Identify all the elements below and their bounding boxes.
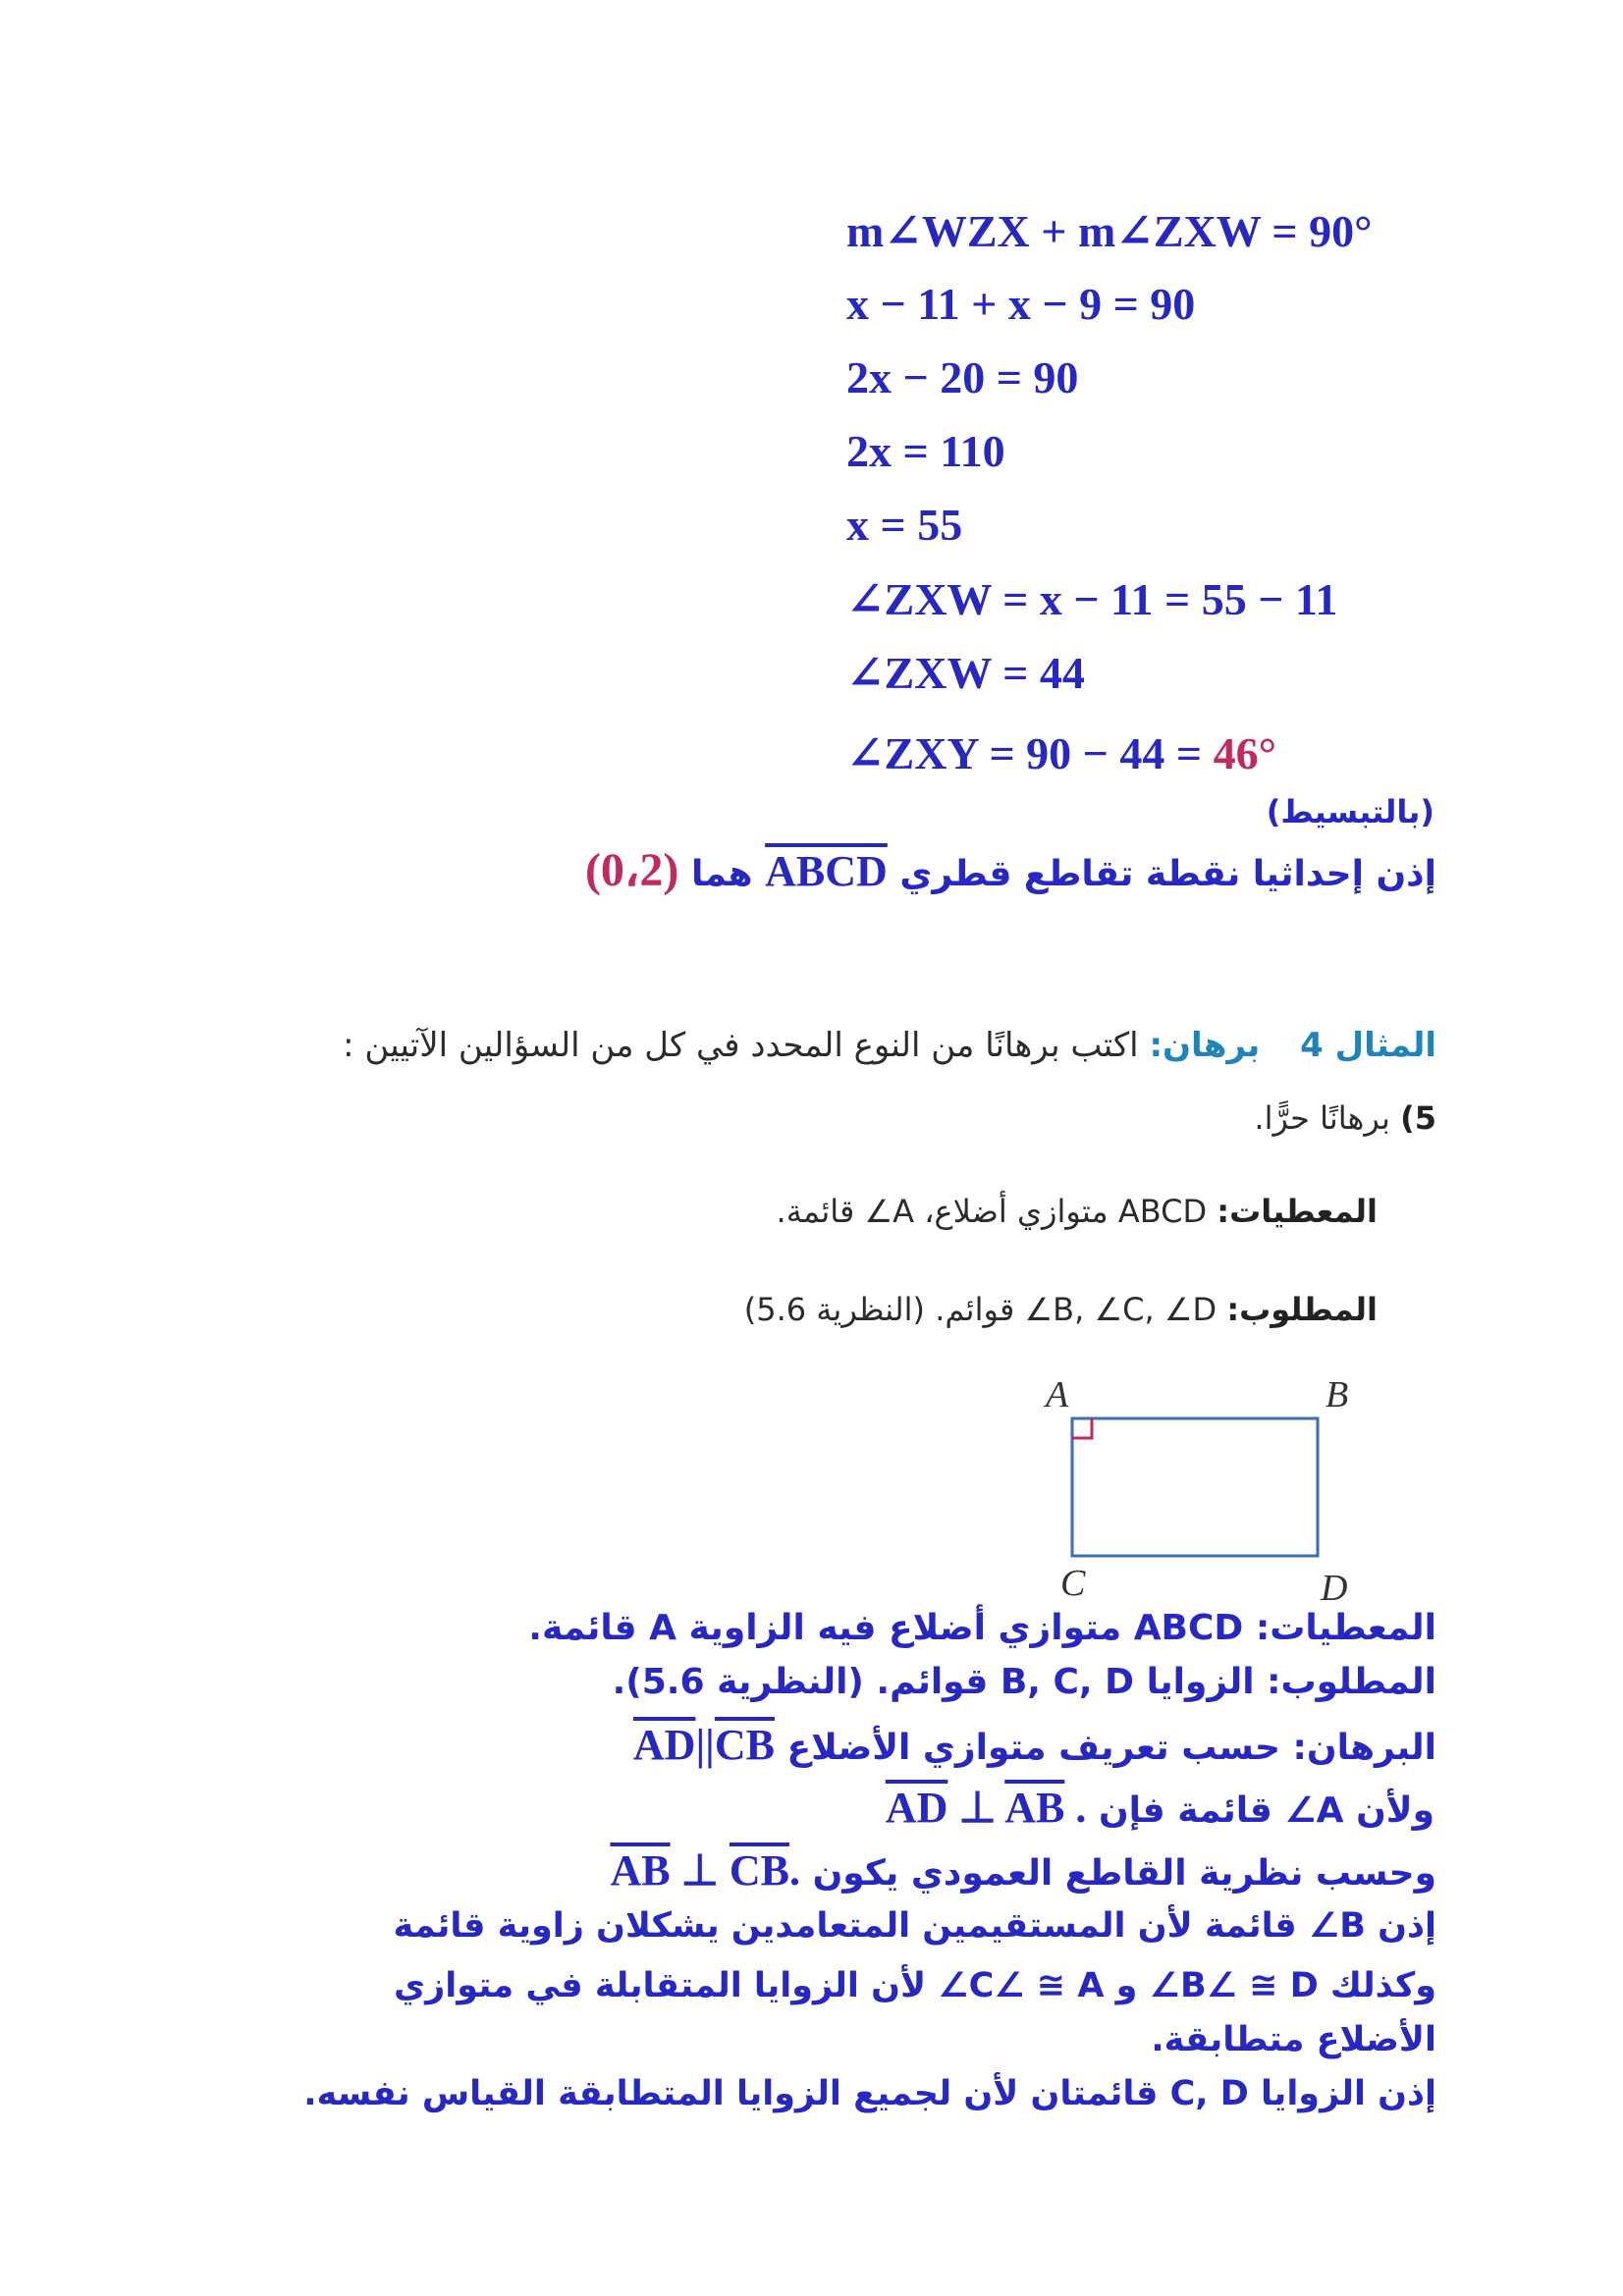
vertex-label-b: B [1325, 1374, 1349, 1415]
perpendicular-symbol: ⊥ [958, 1784, 997, 1832]
perpendicular-symbol: ⊥ [680, 1846, 719, 1895]
segment-ad: $\overline{AD}$ [632, 1721, 696, 1769]
proof-line-3-math [610, 1846, 800, 1895]
solution-given: المعطيات: ABCD متوازي أضلاع فيه الزاوية A قائمة. [528, 1608, 1436, 1648]
conclusion-line [585, 842, 1436, 897]
vertex-label-d: D [1321, 1568, 1348, 1605]
proof-line-7: إذن الزوايا C, D قائمتان لأن لجميع الزوايا المتطابقة القياس نفسه. [303, 2074, 1436, 2113]
segment-ad: $\overline{AD}$ [885, 1784, 948, 1832]
segment-ab: $\overline{AB}$ [1004, 1784, 1065, 1832]
vertex-label-c: C [1060, 1563, 1086, 1604]
book-prove-text: B, ∠C, ∠D∠ قوائم. (النظرية 5.6) [743, 1291, 1217, 1328]
equation-line-1: m∠WZX + m∠ZXW = 90° [846, 206, 1373, 256]
example-header [343, 1026, 1436, 1065]
example-instruction: اكتب برهانًا من النوع المحدد في كل من السؤالين الآتيين : [343, 1026, 1139, 1065]
book-prove-line [744, 1291, 1378, 1328]
proof-line-1 [633, 1720, 1436, 1770]
parallelogram-figure [1011, 1369, 1365, 1605]
equation-line-3: 2x − 20 = 90 [846, 352, 1079, 402]
proof-line-3-text: وحسب نظرية القاطع العمودي يكون [812, 1853, 1436, 1894]
segment-cb: $\overline{CB}$ [729, 1846, 790, 1895]
question-text: برهانًا حرًّا. [1254, 1099, 1390, 1137]
example-label: المثال 4 [1300, 1026, 1436, 1065]
proof-line-6: الأضلاع متطابقة. [1151, 2020, 1436, 2059]
equation-line-6: ∠ZXW = x − 11 = 55 − 11 [846, 574, 1338, 624]
parallel-symbol: || [695, 1721, 715, 1769]
proof-line-3 [610, 1845, 1436, 1896]
equation-line-5: x = 55 [846, 500, 963, 550]
final-equation [846, 726, 1276, 779]
final-answer: 46° [1213, 728, 1276, 778]
simplify-note: (بالتبسيط) [1266, 793, 1434, 830]
proof-line-1-math [633, 1721, 775, 1769]
vertex-label-a: A [1046, 1374, 1069, 1415]
proof-line-2 [886, 1783, 1434, 1833]
proof-line-3-period: . [789, 1846, 801, 1895]
question-number: 5) [1400, 1099, 1436, 1137]
proof-line-2-period: . [1075, 1784, 1087, 1832]
proof-line-2-math [886, 1784, 1087, 1832]
conclusion-text-after: هما [690, 854, 753, 894]
book-given-line [777, 1193, 1378, 1230]
book-given-label: المعطيات: [1217, 1193, 1378, 1230]
segment-cb: $\overline{CB}$ [714, 1721, 775, 1769]
segment-ab: $\overline{AB}$ [610, 1846, 671, 1895]
proof-line-2-text: ولأن A∠ قائمة فإن [1098, 1790, 1434, 1831]
book-given-text: ABCD متوازي أضلاع، A∠ قائمة. [776, 1193, 1208, 1230]
question-line [1254, 1099, 1436, 1137]
diagonal-segment-label: ABCD [765, 847, 888, 895]
proof-line-5: وكذلك B∠ ≅ D∠ و C∠ ≅ A∠ لأن الزوايا المتقابلة في متوازي [394, 1966, 1436, 2005]
example-type: برهان: [1149, 1026, 1261, 1065]
solution-prove: المطلوب: الزوايا B, C, D قوائم. (النظرية 5.6). [612, 1662, 1436, 1702]
proof-line-1-text: البرهان: حسب تعريف متوازي الأضلاع [786, 1728, 1436, 1768]
final-equation-lhs: ∠ZXY = 90 − 44 = [846, 728, 1214, 778]
right-angle-marker [1072, 1418, 1092, 1438]
intersection-coords: (0،2) [584, 844, 679, 896]
proof-line-4: إذن B∠ قائمة لأن المستقيمين المتعامدين يشكلان زاوية قائمة [393, 1906, 1436, 1946]
rectangle-abcd [1072, 1418, 1318, 1556]
book-prove-label: المطلوب: [1226, 1291, 1378, 1328]
equation-line-2: x − 11 + x − 9 = 90 [846, 279, 1196, 329]
equation-line-4: 2x = 110 [846, 426, 1005, 476]
conclusion-text-before: إذن إحداثيا نقطة تقاطع قطري [899, 854, 1436, 894]
equation-line-7: ∠ZXW = 44 [846, 648, 1085, 698]
